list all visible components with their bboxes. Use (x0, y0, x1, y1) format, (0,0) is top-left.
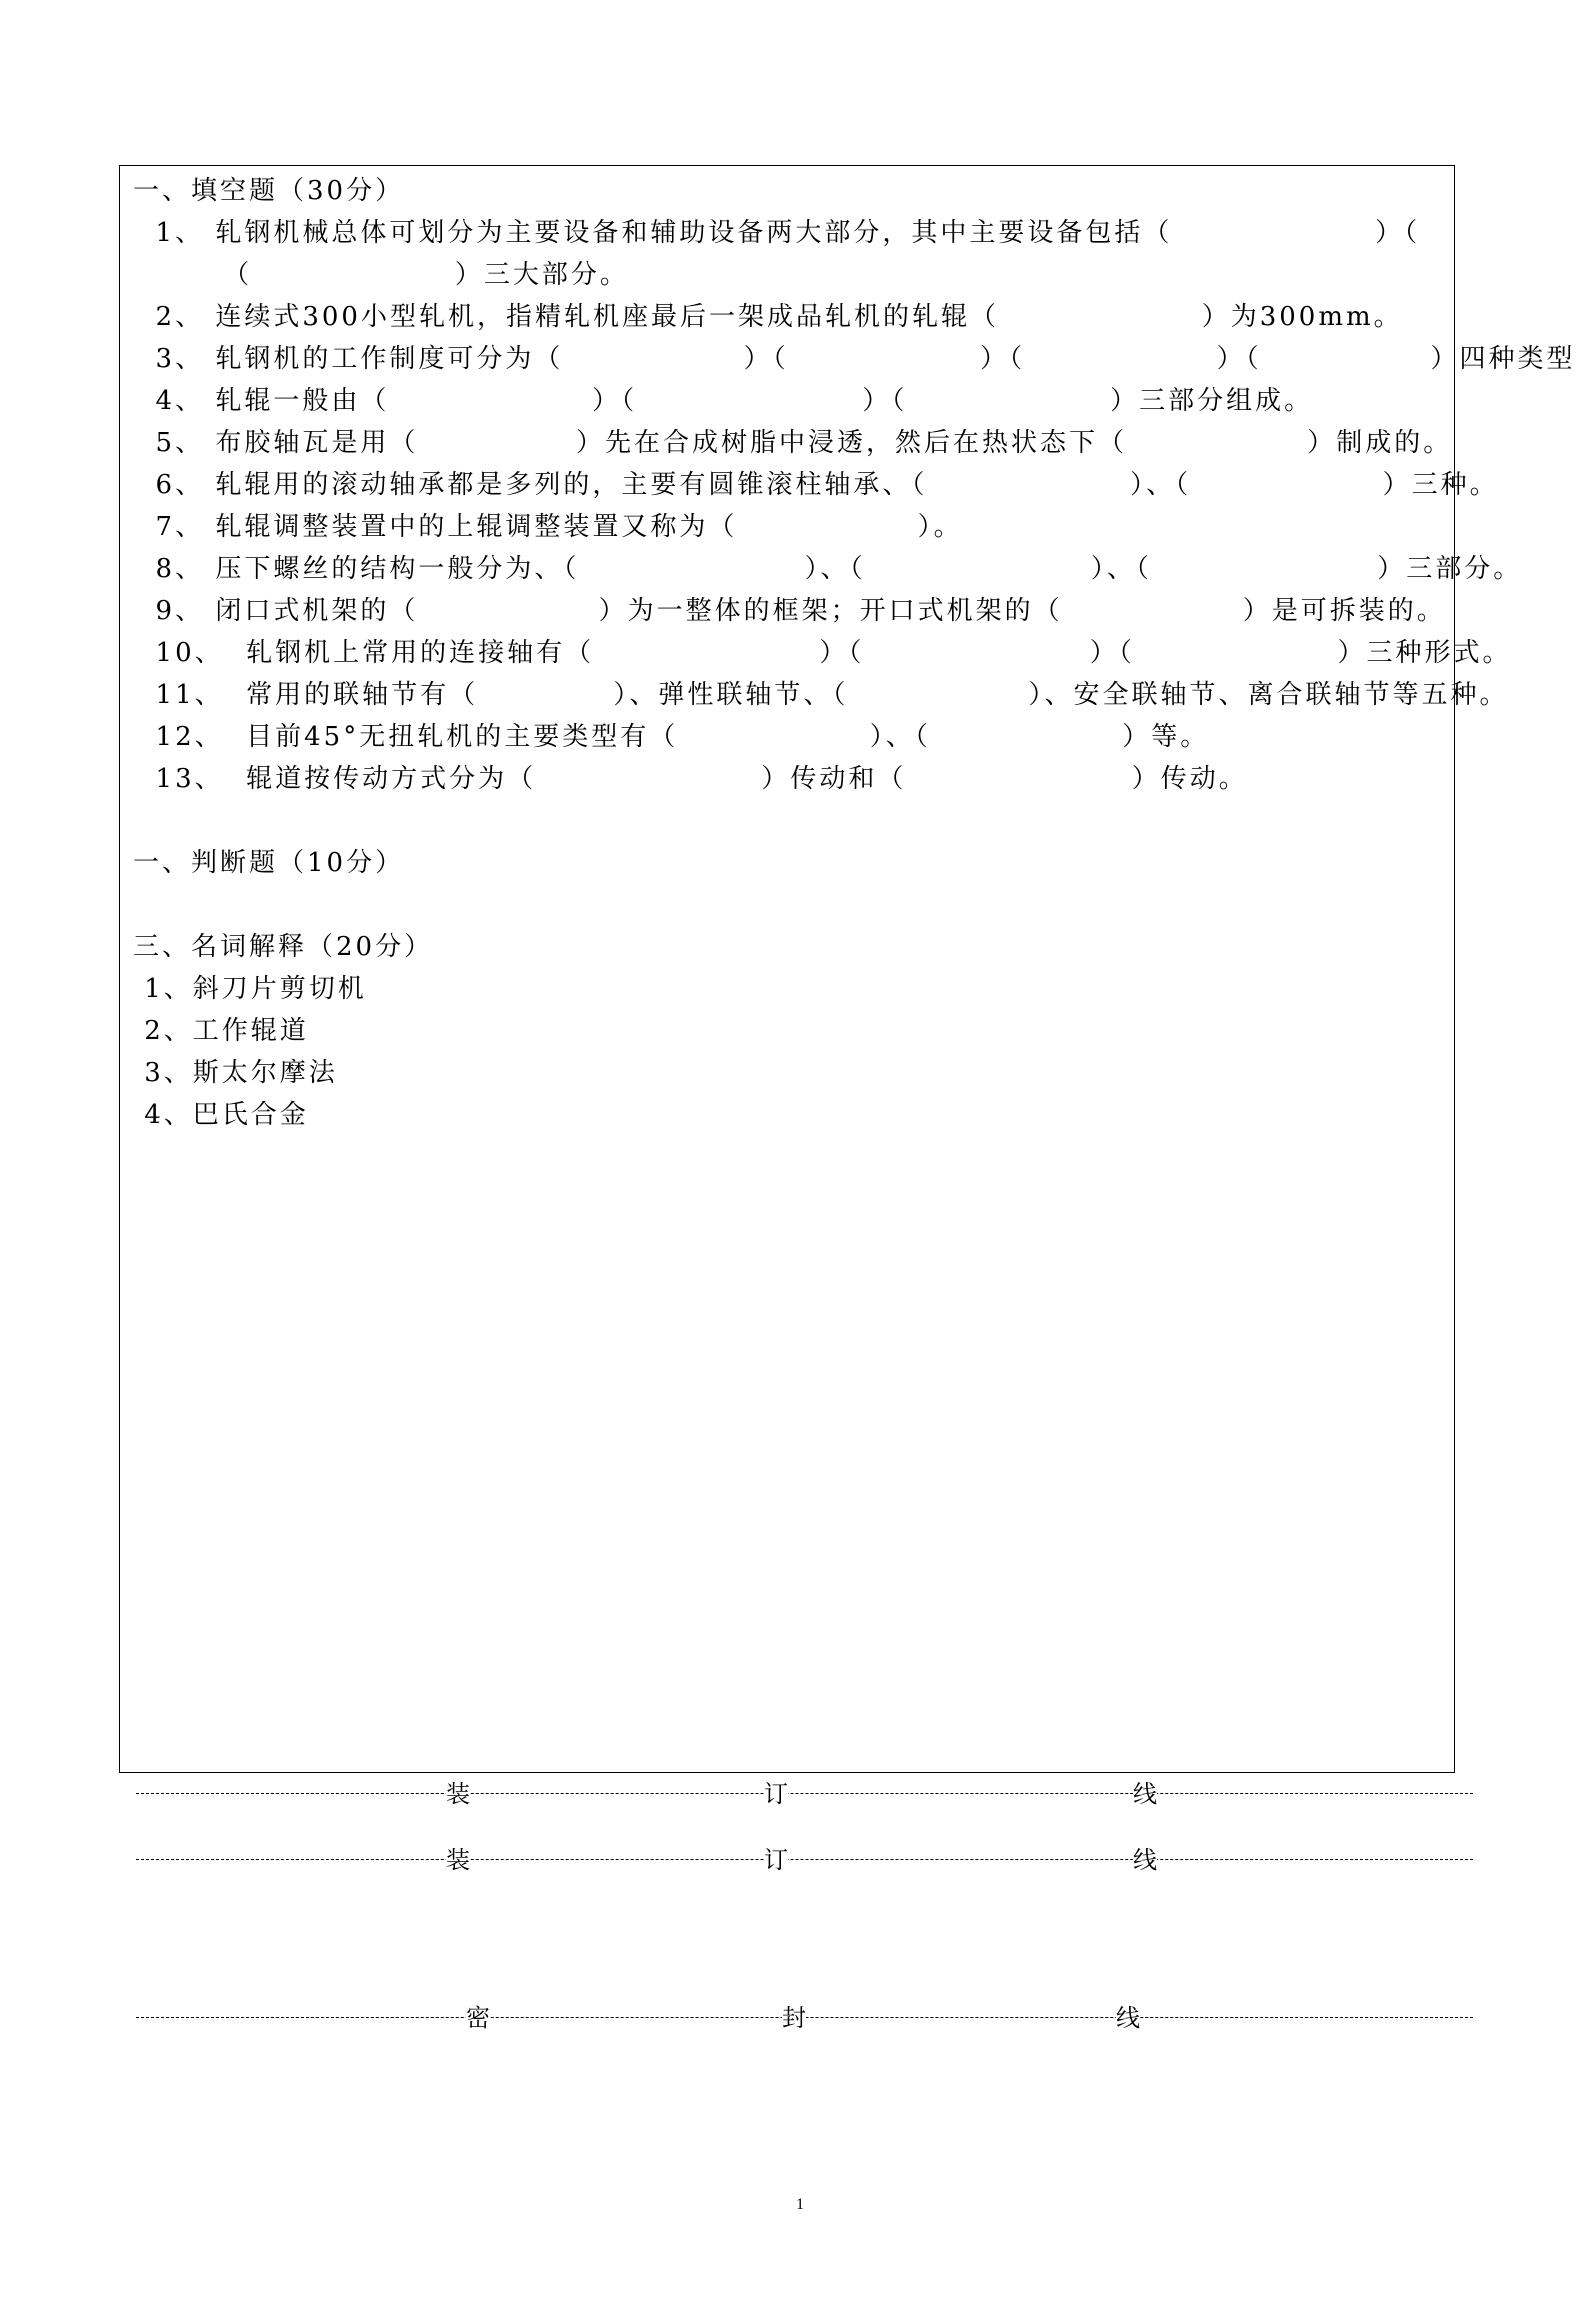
section-1-title: 一、填空题（30分） (133, 176, 405, 206)
page-number: 1 (796, 2196, 804, 2213)
fill-question-7: 7、 轧辊调整装置中的上辊调整装置又称为（ ）。 (133, 512, 963, 542)
fill-question-11: 11、 常用的联轴节有（ ）、弹性联轴节、（ ）、安全联轴节、离合联轴节等五种。 (133, 680, 1509, 710)
binding-char: 密 (466, 2004, 490, 2032)
binding-char: 订 (764, 1846, 788, 1874)
fill-question-13: 13、 辊道按传动方式分为（ ）传动和（ ）传动。 (133, 764, 1248, 794)
binding-char: 订 (764, 1780, 788, 1808)
fill-question-4: 4、 轧辊一般由（ ）（ ）（ ）三部分组成。 (133, 386, 1314, 416)
fill-question-2: 2、 连续式300小型轧机，指精轧机座最后一架成品轧机的轧辊（ ）为300mm。 (133, 302, 1403, 332)
section-2-title: 一、判断题（10分） (133, 848, 405, 878)
binding-char: 线 (1133, 1846, 1157, 1874)
binding-char: 线 (1116, 2004, 1140, 2032)
section-3-title: 三、名词解释（20分） (133, 932, 434, 962)
fill-question-5: 5、 布胶轴瓦是用（ ）先在合成树脂中浸透，然后在热状态下（ ）制成的。 (133, 428, 1453, 458)
fill-question-8: 8、 压下螺丝的结构一般分为、（ ）、（ ）、（ ）三部分。 (133, 554, 1523, 584)
fill-question-3: 3、 轧钢机的工作制度可分为（ ）（ ）（ ）（ ）四种类型 (133, 344, 1576, 374)
fill-question-1-cont: （ ）三大部分。 (133, 260, 629, 290)
binding-char: 封 (782, 2004, 806, 2032)
fill-question-1: 1、 轧钢机械总体可划分为主要设备和辅助设备两大部分，其中主要设备包括（ ）（ (133, 218, 1421, 248)
term-item-3: 3、斯太尔摩法 (133, 1058, 338, 1088)
binding-line-1 (136, 1779, 1473, 1809)
fill-question-9: 9、 闭口式机架的（ ）为一整体的框架；开口式机架的（ ）是可拆装的。 (133, 596, 1446, 626)
binding-char: 装 (446, 1846, 470, 1874)
term-item-1: 1、斜刀片剪切机 (133, 974, 367, 1004)
fill-question-12: 12、 目前45°无扭轧机的主要类型有（ ）、（ ）等。 (133, 722, 1210, 752)
binding-line-2 (136, 1845, 1473, 1875)
term-item-4: 4、巴氏合金 (133, 1100, 309, 1130)
seal-line (136, 2003, 1473, 2033)
term-item-2: 2、工作辊道 (133, 1016, 309, 1046)
binding-char: 装 (446, 1780, 470, 1808)
fill-question-6: 6、 轧辊用的滚动轴承都是多列的，主要有圆锥滚柱轴承、（ ）、（ ）三种。 (133, 470, 1499, 500)
fill-question-10: 10、 轧钢机上常用的连接轴有（ ）（ ）（ ）三种形式。 (133, 638, 1512, 668)
binding-char: 线 (1133, 1780, 1157, 1808)
